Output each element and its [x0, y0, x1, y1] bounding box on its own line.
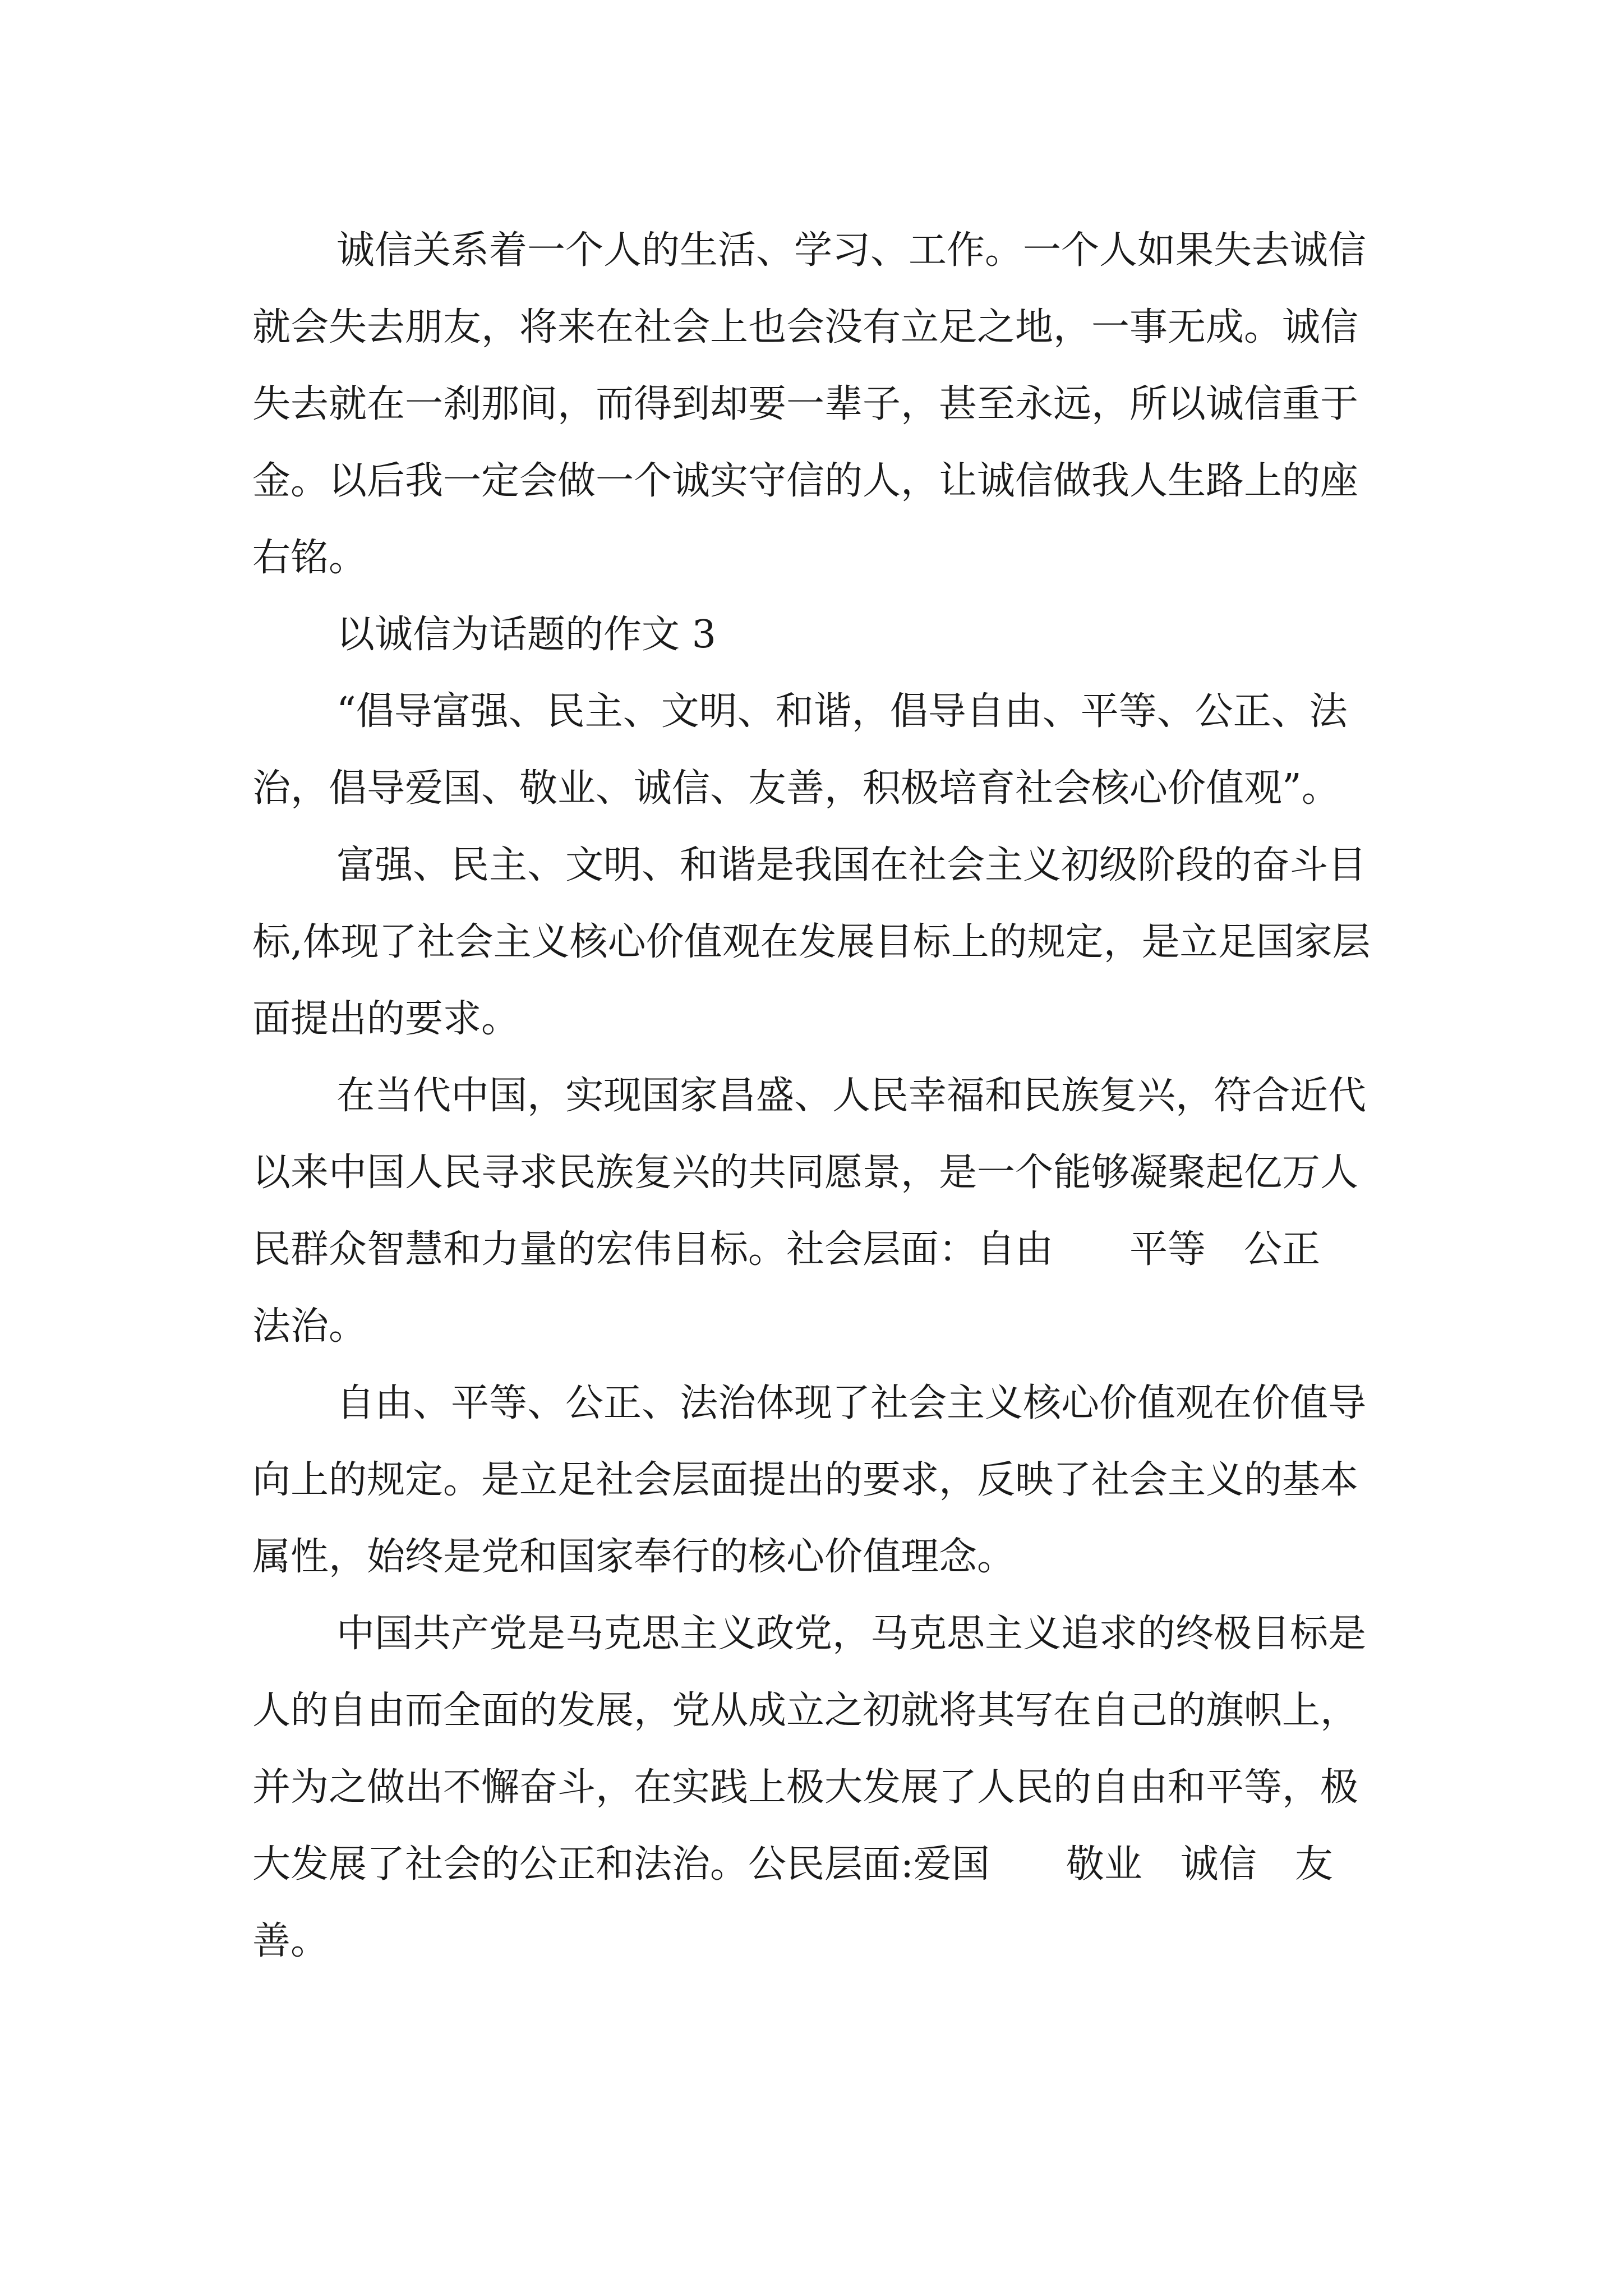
paragraph-social-level: 自由、平等、公正、法治体现了社会主义核心价值观在价值导向上的规定。是立足社会层面提出的要求，反映了社会主义的基本属性，始终是党和国家奉行的核心价值理念。 [252, 1381, 1367, 1579]
paragraph-contemporary-china: 在当代中国，实现国家昌盛、人民幸福和民族复兴，符合近代以来中国人民寻求民族复兴的共同愿景，是一个能够凝聚起亿万人民群众智慧和力量的宏伟目标。社会层面：自由 平等 公正 法治。 [252, 1074, 1367, 1349]
paragraph-core-values-quote: “倡导富强、民主、文明、和谐，倡导自由、平等、公正、法治，倡导爱国、敬业、诚信、友善，积极培育社会核心价值观”。 [252, 689, 1348, 811]
paragraph-honesty-importance: 诚信关系着一个人的生活、学习、工作。一个人如果失去诚信就会失去朋友，将来在社会上也会没有立足之地，一事无成。诚信失去就在一刹那间，而得到却要一辈子，甚至永远，所以诚信重于金。以后我一定会做一个诚实守信的人，让诚信做我人生路上的座右铭。 [252, 228, 1367, 580]
document-body [252, 212, 1385, 1980]
paragraph-national-level: 富强、民主、文明、和谐是我国在社会主义初级阶段的奋斗目标,体现了社会主义核心价值观在发展目标上的规定，是立足国家层面提出的要求。 [252, 843, 1371, 1041]
paragraph-communist-party: 中国共产党是马克思主义政党，马克思主义追求的终极目标是人的自由而全面的发展，党从成立之初就将其写在自己的旗帜上，并为之做出不懈奋斗，在实践上极大发展了人民的自由和平等，极大发展了社会的公正和法治。公民层面:爱国 敬业 诚信 友善。 [252, 1612, 1367, 1963]
essay-heading: 以诚信为话题的作文 3 [336, 613, 716, 657]
